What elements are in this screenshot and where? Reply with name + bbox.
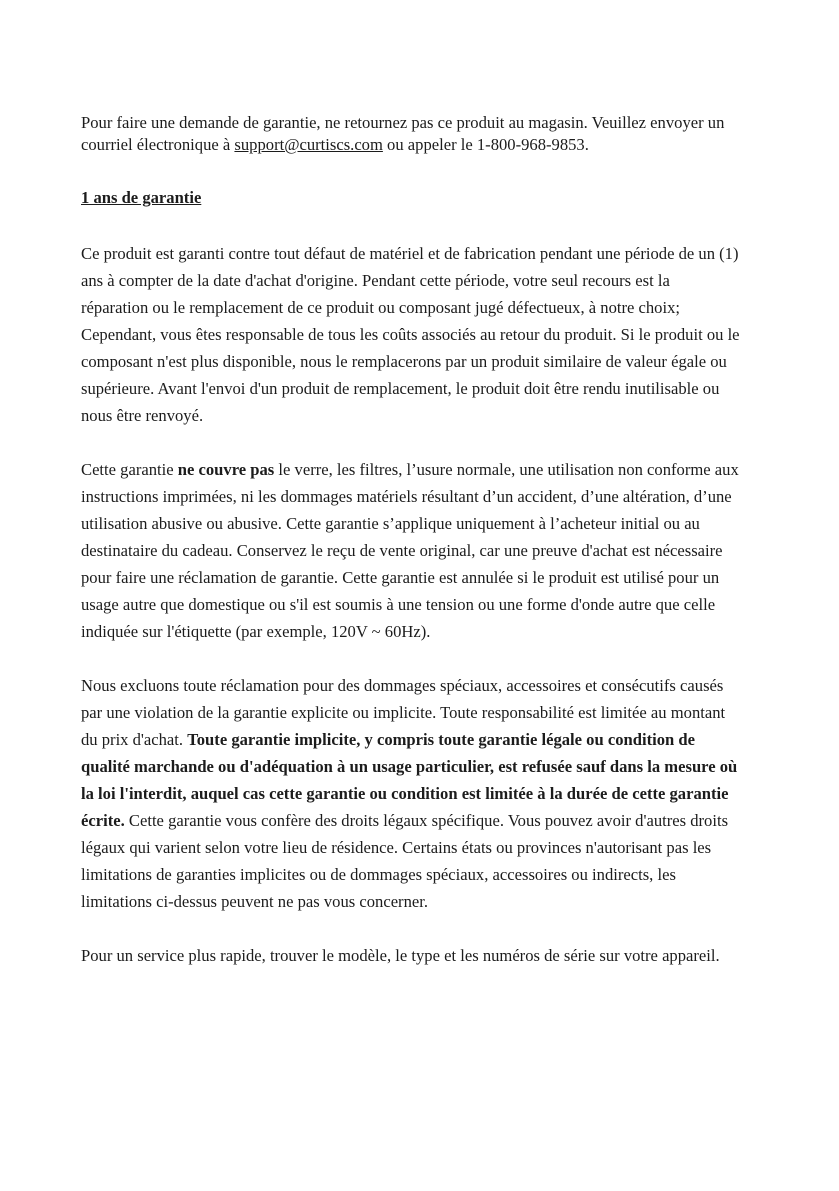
- intro-phone-text: ou appeler le 1-800-968-9853.: [382, 135, 589, 154]
- exclusions-text-end: le verre, les filtres, l’usure normale, une utilisation non conforme aux instructions imprimées, ni les dommages matériels résultant d’un accident, d’une altération, d’une utilisation abusive ou abusive. Cette garantie s’applique uniquement à l’acheteur initial ou au destinataire du cadeau. Conservez le reçu de vente original, car une preuve d'achat est nécessaire pour faire une réclamation de garantie. Cette garantie est annulée si le produit est utilisé pour un usage autre que domestique ou s'il est soumis à une tension ou une forme d'onde autre que celle indiquée sur l'étiquette (par exemple, 120V ~ 60Hz).: [81, 460, 739, 641]
- exclusions-bold-text: ne couvre pas: [177, 460, 275, 479]
- warranty-heading: 1 ans de garantie: [81, 188, 202, 207]
- support-email-link[interactable]: support@curtiscs.com: [234, 135, 383, 154]
- warranty-coverage-paragraph: Ce produit est garanti contre tout défaut de matériel et de fabrication pendant une période de un (1) ans à compter de la date d'achat d'origine. Pendant cette période, votre seul recours est la réparation ou le remplacement de ce produit ou composant jugé défectueux, à notre choix; Cependant, vous êtes responsable de tous les coûts associés au retour du produit. Si le produit ou le composant n'est plus disponible, nous le remplacerons par un produit similaire de valeur égale ou supérieure. Avant l'envoi d'un produit de remplacement, le produit doit être rendu inutilisable ou nous être renvoyé.: [81, 244, 740, 425]
- warranty-document: [81, 112, 741, 969]
- warranty-claim-instructions: [81, 112, 741, 156]
- warranty-exclusions-paragraph: [81, 456, 741, 645]
- liability-limitation-paragraph: [81, 672, 741, 915]
- liability-bold-text: Toute garantie implicite, y compris toute garantie légale ou condition de qualité marchande ou d'adéquation à un usage particulier, est refusée sauf dans la mesure où la loi l'interdit, auquel cas cette garantie ou condition est limitée à la durée de cette garantie écrite.: [81, 730, 738, 830]
- service-tip-paragraph: Pour un service plus rapide, trouver le modèle, le type et les numéros de série sur votre appareil.: [81, 946, 720, 965]
- liability-text-end: Cette garantie vous confère des droits légaux spécifique. Vous pouvez avoir d'autres droits légaux qui varient selon votre lieu de résidence. Certains états ou provinces n'autorisant pas les limitations de garanties implicites ou de dommages spéciaux, accessoires ou indirects, les limitations ci-dessus peuvent ne pas vous concerner.: [81, 811, 729, 911]
- intro-text: Pour faire une demande de garantie, ne retournez pas ce produit au magasin. Veuillez envoyer un courriel électronique à: [81, 113, 725, 154]
- liability-text-start: Nous excluons toute réclamation pour des dommages spéciaux, accessoires et consécutifs causés par une violation de la garantie explicite ou implicite. Toute responsabilité est limitée au montant du prix d'achat.: [81, 676, 726, 749]
- exclusions-text-start: Cette garantie: [81, 460, 178, 479]
